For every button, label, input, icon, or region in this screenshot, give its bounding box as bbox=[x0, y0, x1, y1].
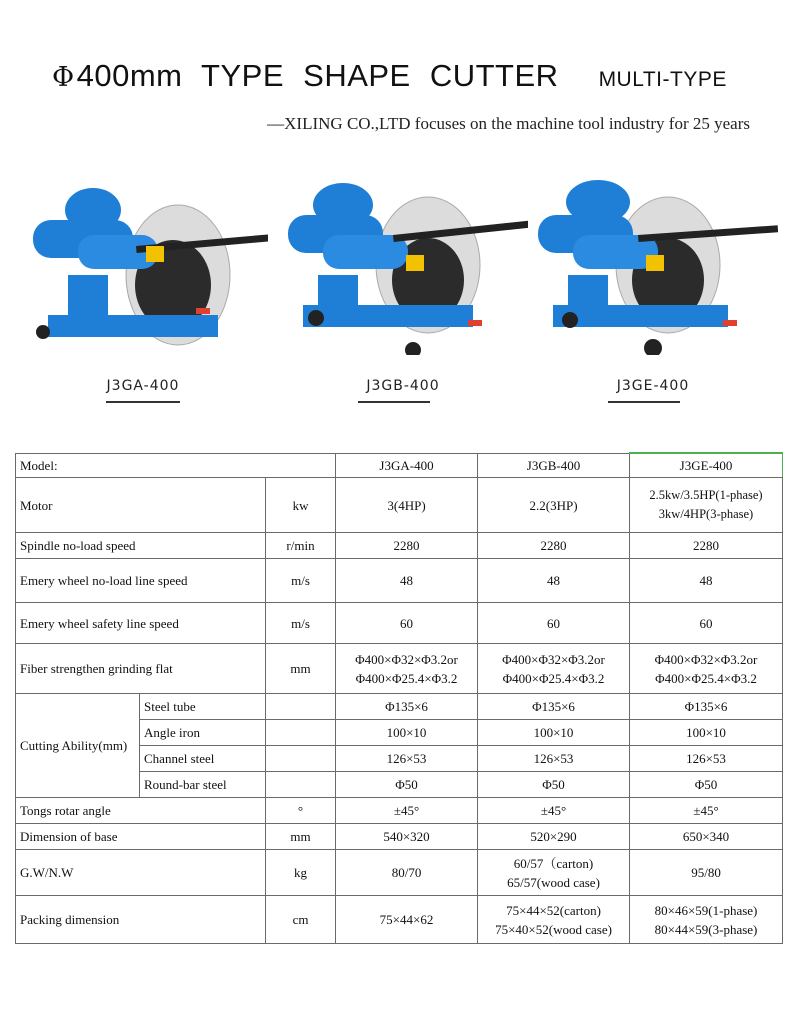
table-row bbox=[16, 798, 783, 824]
cell-value: 2280 bbox=[478, 533, 630, 559]
cell-line: Φ400×Φ32×Φ3.2or bbox=[502, 651, 605, 667]
model-col-2: J3GB-400 bbox=[478, 453, 630, 478]
table-row bbox=[16, 896, 783, 944]
sub-row-label: Channel steel bbox=[140, 746, 266, 772]
row-label: G.W/N.W bbox=[16, 850, 266, 896]
row-unit: mm bbox=[266, 824, 336, 850]
row-unit: m/s bbox=[266, 603, 336, 644]
product-model-label: J3GE-400 bbox=[616, 378, 690, 394]
cell-value: ±45° bbox=[478, 798, 630, 824]
cell-value: Φ135×6 bbox=[630, 694, 783, 720]
cell-value: 60 bbox=[336, 603, 478, 644]
model-underline bbox=[106, 401, 180, 403]
row-unit bbox=[266, 772, 336, 798]
product-model-label: J3GB-400 bbox=[366, 378, 440, 394]
table-row bbox=[16, 824, 783, 850]
cell-value: 48 bbox=[478, 559, 630, 603]
cell-value: 48 bbox=[630, 559, 783, 603]
row-unit bbox=[266, 746, 336, 772]
table-row bbox=[16, 559, 783, 603]
cell-value: 60 bbox=[478, 603, 630, 644]
model-col-1: J3GA-400 bbox=[336, 453, 478, 478]
cell-line: 2.5kw/3.5HP(1-phase) bbox=[649, 488, 763, 502]
title-prefix: Φ bbox=[52, 62, 75, 93]
cell-value: 100×10 bbox=[630, 720, 783, 746]
cell-line: Φ400×Φ25.4×Φ3.2 bbox=[502, 670, 605, 686]
row-label: Emery wheel no-load line speed bbox=[16, 559, 266, 603]
cell-line: Φ400×Φ32×Φ3.2or bbox=[654, 651, 758, 667]
row-unit: mm bbox=[266, 644, 336, 694]
row-unit: cm bbox=[266, 896, 336, 944]
cell-value bbox=[630, 478, 783, 533]
cell-value bbox=[478, 896, 630, 944]
table-row bbox=[16, 694, 783, 720]
cell-value: 126×53 bbox=[336, 746, 478, 772]
row-unit bbox=[266, 720, 336, 746]
cell-value bbox=[336, 644, 478, 694]
model-underline bbox=[358, 401, 430, 403]
product-j3ge bbox=[528, 180, 778, 394]
cell-value: Φ135×6 bbox=[478, 694, 630, 720]
cell-value: Φ50 bbox=[630, 772, 783, 798]
cell-value: ±45° bbox=[630, 798, 783, 824]
cell-value: 75×44×62 bbox=[336, 896, 478, 944]
cutter-machine-illustration bbox=[278, 180, 528, 355]
table-row bbox=[16, 603, 783, 644]
cell-line: 80×44×59(3-phase) bbox=[654, 921, 758, 937]
cell-value: 540×320 bbox=[336, 824, 478, 850]
sub-row-label: Steel tube bbox=[140, 694, 266, 720]
cell-value: 60 bbox=[630, 603, 783, 644]
cell-line: 3kw/4HP(3-phase) bbox=[658, 507, 754, 521]
cell-value: 2280 bbox=[630, 533, 783, 559]
cell-line: Φ400×Φ32×Φ3.2or bbox=[355, 651, 458, 667]
cell-line: Φ400×Φ25.4×Φ3.2 bbox=[655, 670, 757, 686]
row-unit: kg bbox=[266, 850, 336, 896]
cell-value bbox=[630, 644, 783, 694]
table-row bbox=[16, 453, 783, 478]
cell-value: 3(4HP) bbox=[336, 478, 478, 533]
company-subtitle: —XILING CO.,LTD focuses on the machine tool industry for 25 years bbox=[267, 114, 750, 133]
cell-line: 75×40×52(wood case) bbox=[495, 921, 612, 937]
title-tag: MULTI-TYPE bbox=[598, 68, 727, 91]
row-unit: r/min bbox=[266, 533, 336, 559]
cell-line: 60/57（carton) bbox=[513, 855, 594, 871]
row-unit: kw bbox=[266, 478, 336, 533]
table-row bbox=[16, 478, 783, 533]
row-label: Motor bbox=[16, 478, 266, 533]
table-row bbox=[16, 533, 783, 559]
table-row bbox=[16, 850, 783, 896]
cell-value: 650×340 bbox=[630, 824, 783, 850]
model-col-3: J3GE-400 bbox=[630, 453, 783, 478]
row-label: Emery wheel safety line speed bbox=[16, 603, 266, 644]
sub-row-label: Round-bar steel bbox=[140, 772, 266, 798]
cell-value: Φ50 bbox=[478, 772, 630, 798]
product-j3gb bbox=[278, 180, 528, 394]
row-label: Fiber strengthen grinding flat bbox=[16, 644, 266, 694]
cell-value: 48 bbox=[336, 559, 478, 603]
cell-value: 80/70 bbox=[336, 850, 478, 896]
page-title bbox=[52, 58, 727, 106]
cell-value: Φ135×6 bbox=[336, 694, 478, 720]
cell-line: 80×46×59(1-phase) bbox=[654, 902, 758, 918]
cell-value: 95/80 bbox=[630, 850, 783, 896]
cell-line: 65/57(wood case) bbox=[507, 874, 600, 890]
cell-value: Φ50 bbox=[336, 772, 478, 798]
cell-value: 100×10 bbox=[336, 720, 478, 746]
title-main: 400mm TYPE SHAPE CUTTER bbox=[76, 58, 559, 93]
cell-value: 126×53 bbox=[478, 746, 630, 772]
cell-line: Φ400×Φ25.4×Φ3.2 bbox=[355, 670, 458, 686]
cutter-machine-illustration bbox=[18, 180, 268, 355]
cell-value bbox=[630, 896, 783, 944]
row-unit: m/s bbox=[266, 559, 336, 603]
cell-value: 2.2(3HP) bbox=[478, 478, 630, 533]
cell-line: 75×44×52(carton) bbox=[506, 902, 601, 918]
row-unit bbox=[266, 694, 336, 720]
row-unit: ° bbox=[266, 798, 336, 824]
product-model-label: J3GA-400 bbox=[106, 378, 180, 394]
cell-value bbox=[478, 644, 630, 694]
row-label: Packing dimension bbox=[16, 896, 266, 944]
table-row bbox=[16, 644, 783, 694]
sub-row-label: Angle iron bbox=[140, 720, 266, 746]
cell-value: ±45° bbox=[336, 798, 478, 824]
row-label: Tongs rotar angle bbox=[16, 798, 266, 824]
cell-value: 2280 bbox=[336, 533, 478, 559]
product-j3ga bbox=[18, 180, 268, 394]
cell-value: 520×290 bbox=[478, 824, 630, 850]
row-label: Cutting Ability(mm) bbox=[16, 694, 140, 798]
cell-value: 126×53 bbox=[630, 746, 783, 772]
row-label: Spindle no-load speed bbox=[16, 533, 266, 559]
cell-value: 100×10 bbox=[478, 720, 630, 746]
row-label: Dimension of base bbox=[16, 824, 266, 850]
model-header-label: Model: bbox=[16, 453, 336, 478]
spec-table bbox=[15, 452, 783, 944]
cell-value bbox=[478, 850, 630, 896]
cutter-machine-illustration bbox=[528, 180, 778, 355]
model-underline bbox=[608, 401, 680, 403]
